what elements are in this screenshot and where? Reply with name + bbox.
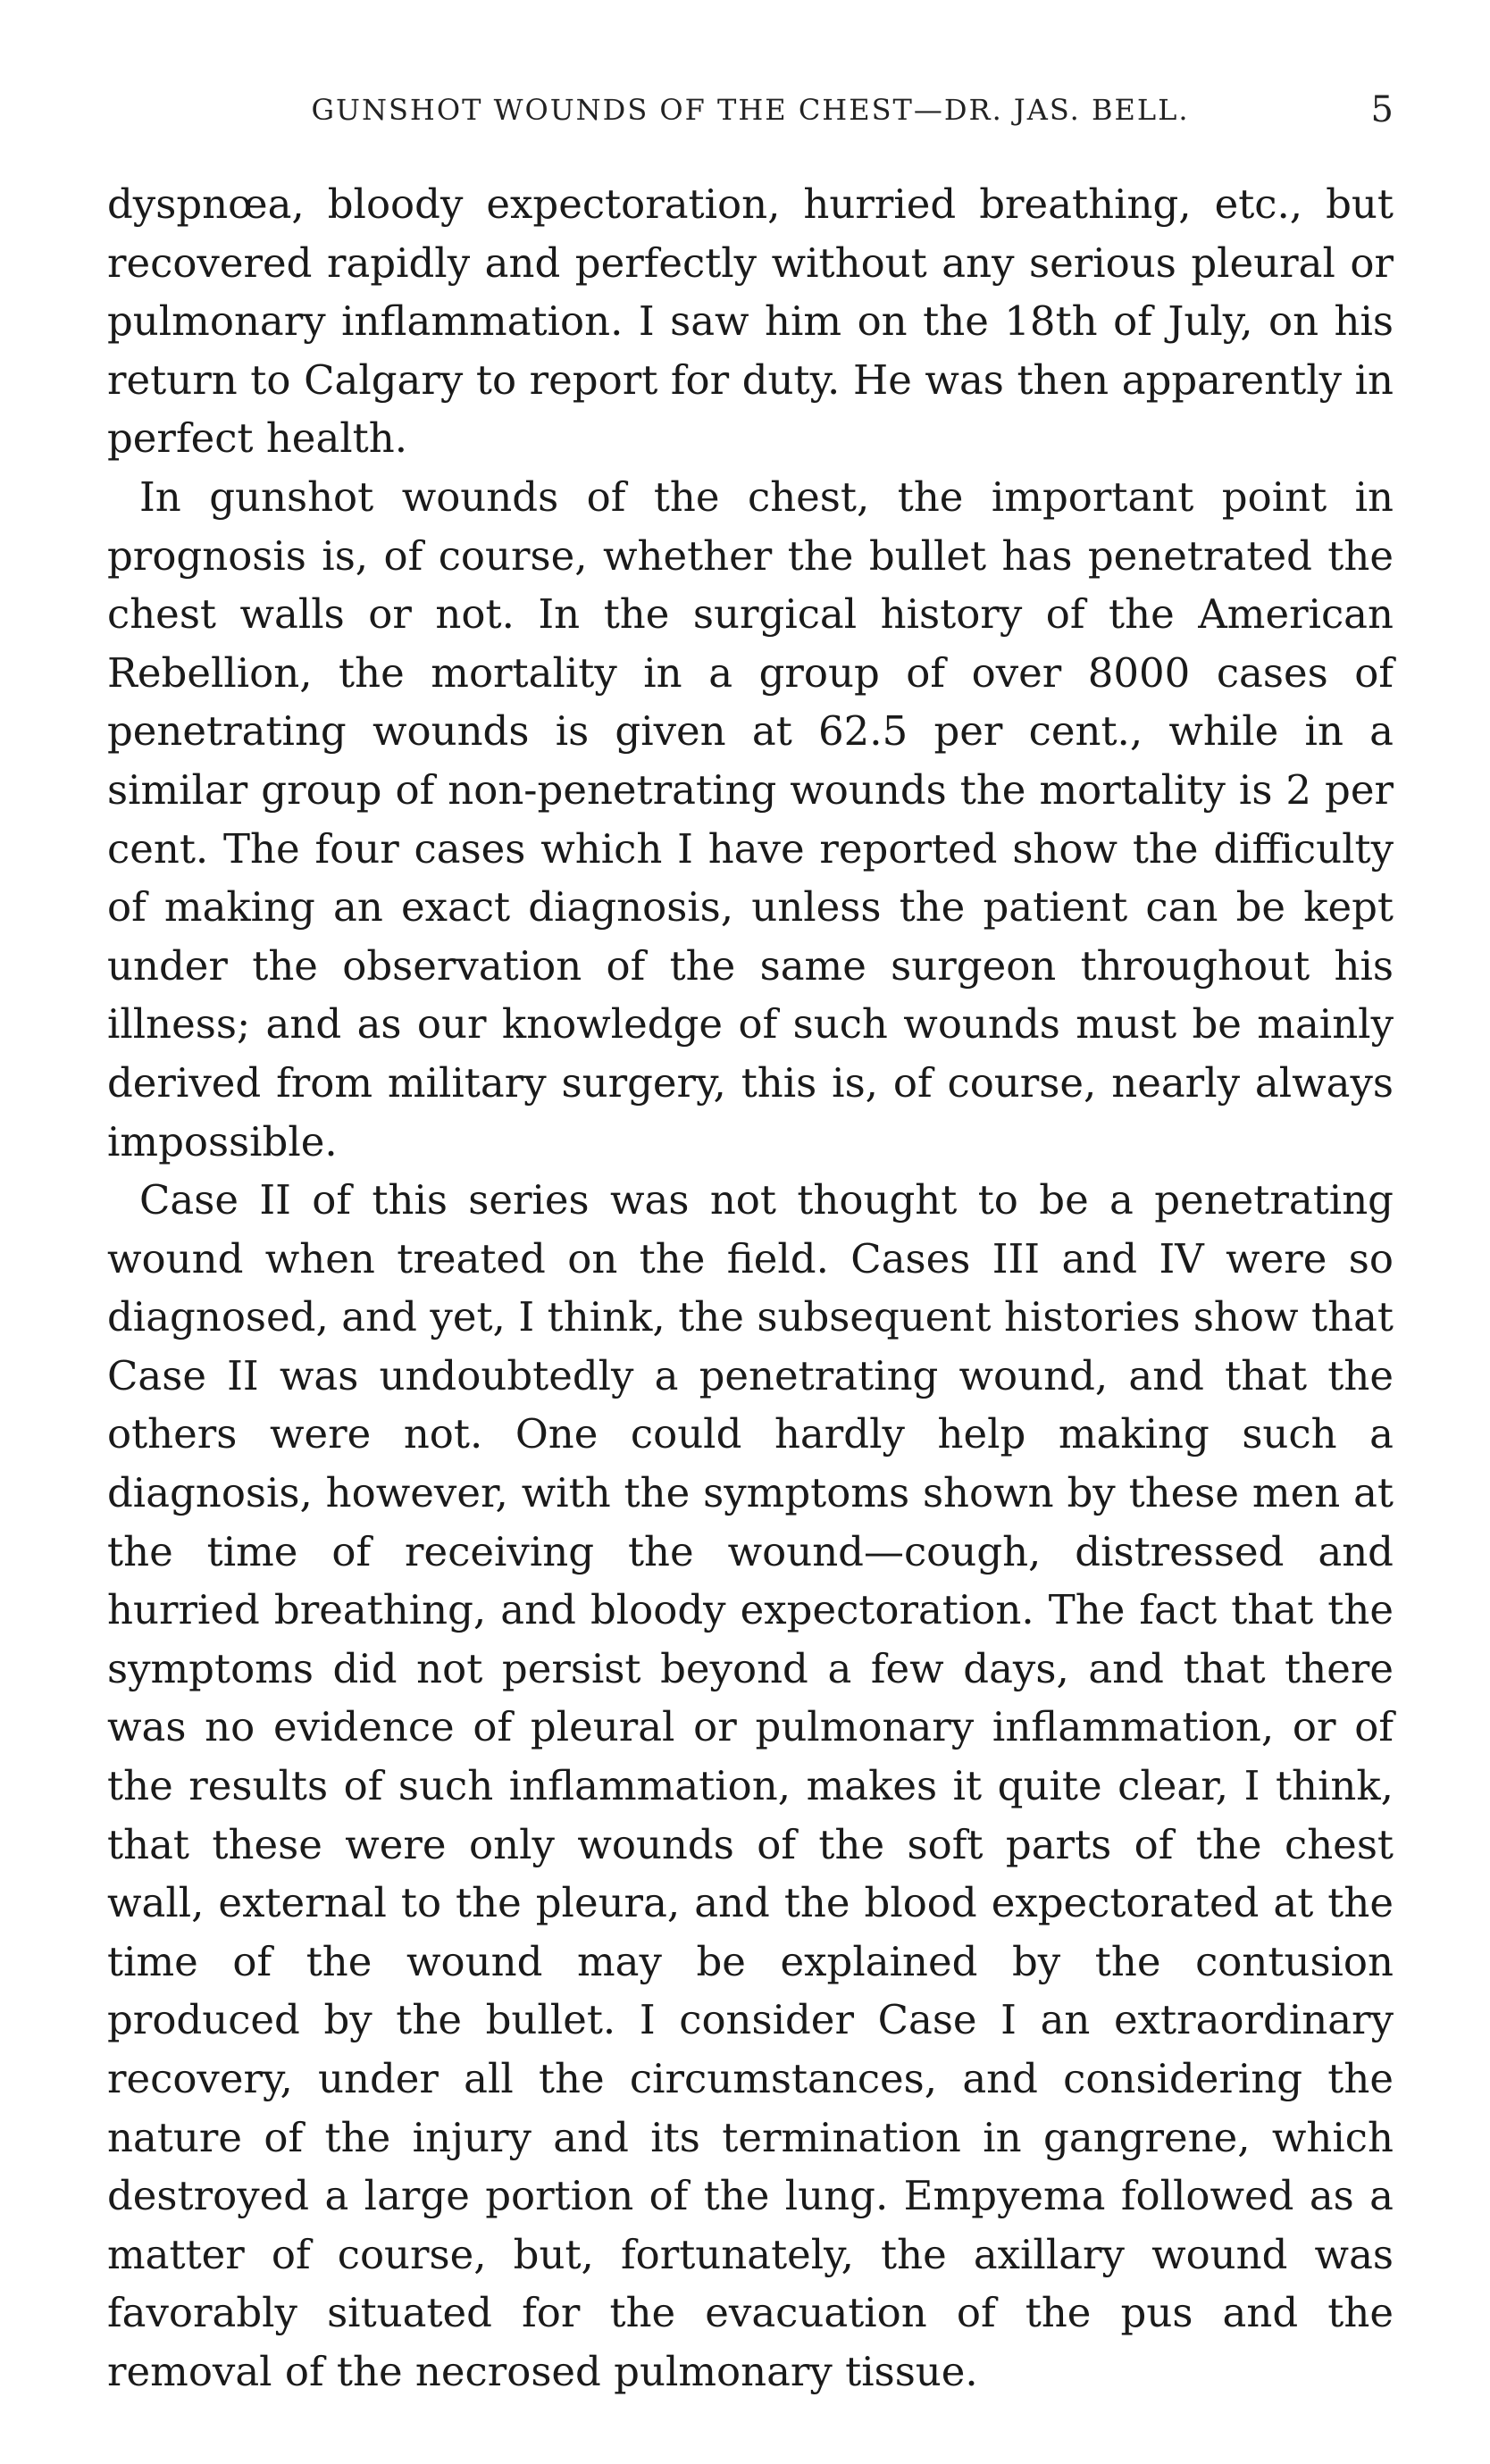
paragraph-prognosis: In gunshot wounds of the chest, the important point in prognosis is, of course, whether the bullet has penetrated the chest walls or not. In the surgical history of the American Rebellion, the mortality in a group of over 8000 cases of penetrating wounds is given at 62.5 per cent., while in a similar group of non-penetrating wounds the mortality is 2 per cent. The four cases which I have reported show the difficulty of making an exact diagnosis, unless the patient can be kept under the observation of the same surgeon throughout his illness; and as our knowledge of such wounds must be mainly derived from military surgery, this is, of course, nearly always impossible. <box>107 472 1394 1165</box>
page-number: 5 <box>1370 89 1394 130</box>
body-text <box>107 175 1394 2401</box>
paragraph-case-discussion: Case II of this series was not thought to be a penetrating wound when treated on the field. Cases III and IV were so diagnosed, and yet, I think, the subsequent histories show that Case II was undoubtedly a penetrating wound, and that the others were not. One could hardly help making such a diagnosis, however, with the symptoms shown by these men at the time of receiving the wound—cough, distressed and hurried breathing, and bloody expectoration. The fact that the symptoms did not persist beyond a few days, and that there was no evidence of pleural or pulmonary inflammation, or of the results of such inflammation, makes it quite clear, I think, that these were only wounds of the soft parts of the chest wall, external to the pleura, and the blood expectorated at the time of the wound may be explained by the contusion produced by the bullet. I consider Case I an extraordinary recovery, under all the circumstances, and considering the nature of the injury and its termination in gangrene, which destroyed a large portion of the lung. Empyema followed as a matter of course, but, fortunately, the axillary wound was favorably situated for the evacuation of the pus and the removal of the necrosed pulmonary tissue. <box>107 1176 1394 2395</box>
running-title: GUNSHOT WOUNDS OF THE CHEST—DR. JAS. BELL. <box>311 93 1190 127</box>
paragraph-continuation: dyspnœa, bloody expectoration, hurried breathing, etc., but recovered rapidly and perfectly without any serious pleural or pulmonary inflammation. I saw him on the 18th of July, on his return to Calgary to report for duty. He was then apparently in perfect health. <box>107 180 1394 463</box>
running-head <box>107 89 1394 146</box>
